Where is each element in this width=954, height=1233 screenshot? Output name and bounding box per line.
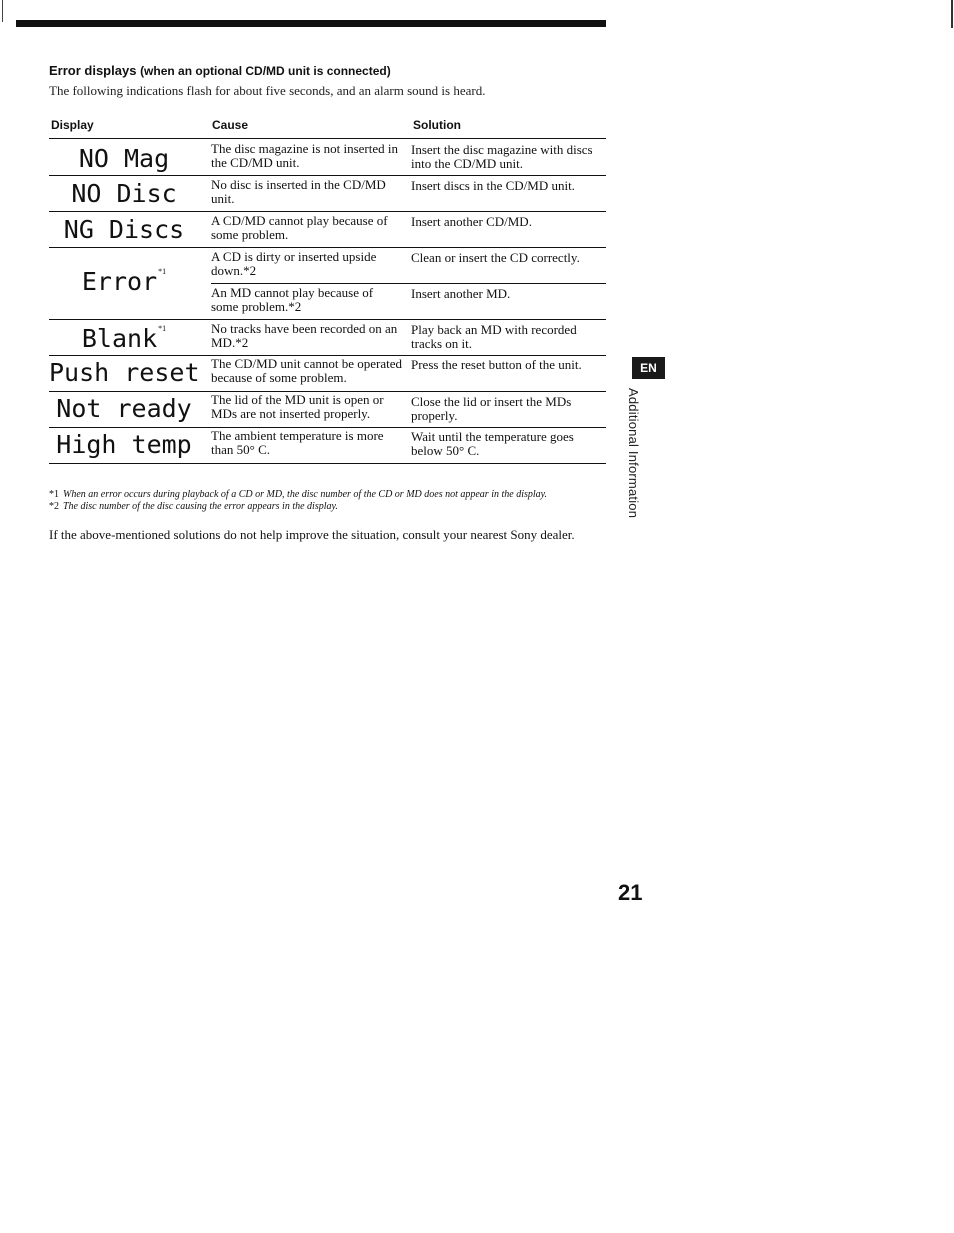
display-indication: NG Discs xyxy=(63,215,185,244)
language-tab: EN xyxy=(632,357,665,379)
row-rule xyxy=(49,463,606,464)
column-header-display: Display xyxy=(51,118,94,132)
heading-main: Error displays xyxy=(49,63,137,78)
footnote xyxy=(49,501,338,512)
display-indication: NO Disc xyxy=(71,179,177,208)
cause-cell: The ambient temperature is more than 50° C. xyxy=(211,428,384,457)
table-row xyxy=(49,391,606,427)
section-side-label: Additional Information xyxy=(626,388,641,519)
footnote-mark: *1 xyxy=(49,489,59,500)
sub-row-rule xyxy=(211,283,606,284)
column-header-cause: Cause xyxy=(212,118,249,132)
cause-cell: No disc is inserted in the CD/MD unit. xyxy=(211,177,386,206)
scan-margin-mark xyxy=(951,0,953,28)
display-indication: High temp xyxy=(56,430,192,459)
solution-cell: Wait until the temperature goes below 50° C. xyxy=(411,429,574,458)
heading-sub: (when an optional CD/MD unit is connected) xyxy=(140,64,391,78)
column-header-solution: Solution xyxy=(413,118,461,132)
table-row xyxy=(49,247,606,319)
solution-cell: Insert another MD. xyxy=(411,286,511,301)
display-indication: NO Mag xyxy=(78,144,170,173)
cause-cell: An MD cannot play because of some problem.*2 xyxy=(211,285,374,314)
solution-cell: Close the lid or insert the MDs properly. xyxy=(411,394,572,423)
page-number: 21 xyxy=(618,880,643,905)
cause-cell: The lid of the MD unit is open or MDs are not inserted properly. xyxy=(211,392,384,421)
cause-cell: A CD is dirty or inserted upside down.*2 xyxy=(211,249,377,278)
table-row xyxy=(49,319,606,355)
cause-cell: The CD/MD unit cannot be operated because of some problem. xyxy=(211,356,402,385)
table-row xyxy=(49,211,606,247)
display-text: Error xyxy=(81,267,158,296)
cause-cell: The disc magazine is not inserted in the CD/MD unit. xyxy=(211,141,399,170)
intro-text: The following indications flash for about five seconds, and an alarm sound is heard. xyxy=(49,83,486,98)
top-rule xyxy=(16,20,606,27)
footnote-mark: *1 xyxy=(158,324,167,333)
display-indication: Not ready xyxy=(56,394,192,423)
display-indication xyxy=(49,324,199,353)
display-indication: Push reset xyxy=(49,358,200,387)
footnote-mark: *1 xyxy=(158,267,167,276)
cause-cell: A CD/MD cannot play because of some problem. xyxy=(211,213,388,242)
footnote xyxy=(49,489,547,500)
table-row xyxy=(49,139,606,175)
solution-cell: Press the reset button of the unit. xyxy=(411,357,582,372)
display-indication xyxy=(49,267,199,296)
solution-cell: Insert the disc magazine with discs into the CD/MD unit. xyxy=(411,142,593,171)
footnote-text: When an error occurs during playback of a CD or MD, the disc number of the CD or MD does not appear in the display. xyxy=(63,489,548,500)
cause-cell: No tracks have been recorded on an MD.*2 xyxy=(211,321,398,350)
display-text: Blank xyxy=(81,324,158,353)
solution-cell: Clean or insert the CD correctly. xyxy=(411,250,580,265)
solution-cell: Insert discs in the CD/MD unit. xyxy=(411,178,575,193)
scan-margin-mark xyxy=(2,0,3,22)
section-heading xyxy=(49,63,391,78)
footnote-text: The disc number of the disc causing the error appears in the display. xyxy=(63,501,338,512)
table-row xyxy=(49,427,606,463)
table-row xyxy=(49,355,606,391)
closing-paragraph: If the above-mentioned solutions do not help improve the situation, consult your nearest Sony dealer. xyxy=(49,527,575,542)
table-row xyxy=(49,175,606,211)
footnote-mark: *2 xyxy=(49,501,59,512)
solution-cell: Insert another CD/MD. xyxy=(411,214,532,229)
solution-cell: Play back an MD with recorded tracks on it. xyxy=(411,322,577,351)
